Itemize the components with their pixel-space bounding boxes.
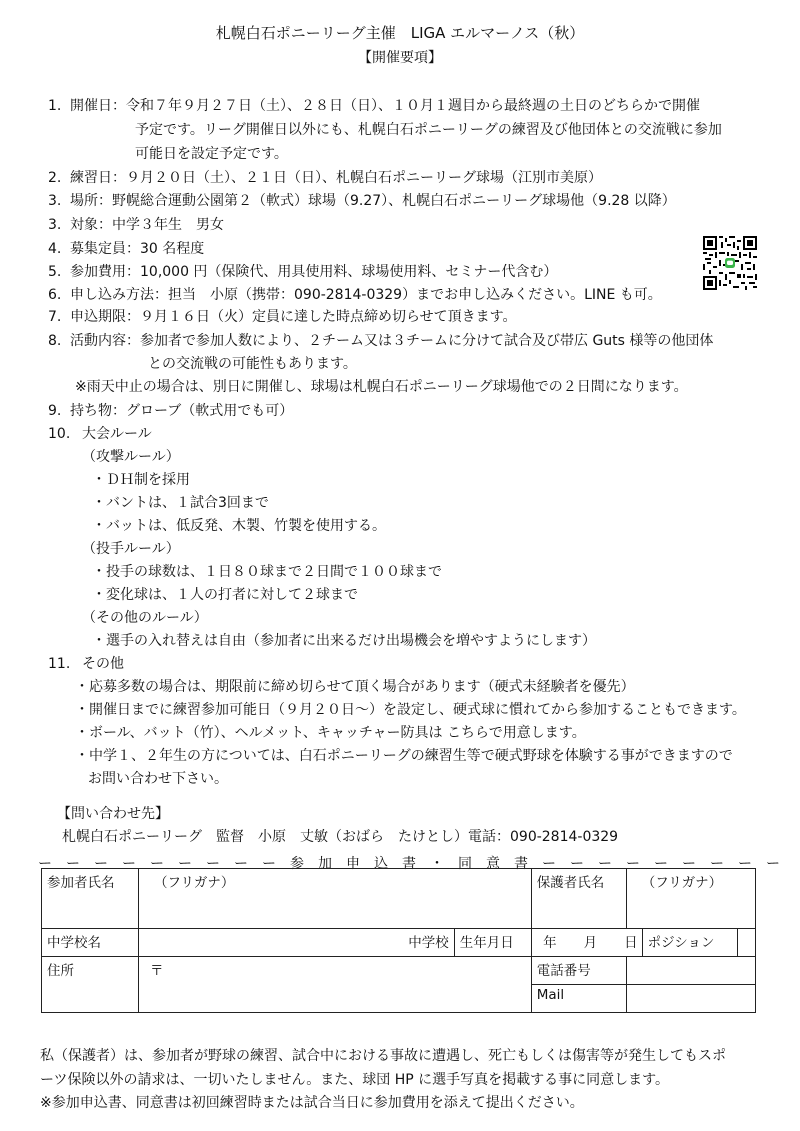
contact-heading: 【問い合わせ先】 <box>57 806 169 822</box>
item-8: 8. 活動内容：参加者で参加人数により、２チーム又は３チームに分けて試合及び帯広 Guts 様等の他団体 <box>48 333 714 349</box>
item-2: 2. 練習日：９月２０日（土）、２１日（日）、札幌白石ポニーリーグ球場（江別市美原） <box>48 170 602 186</box>
guardian-name-label: 保護者氏名 <box>531 869 626 929</box>
qr-code-icon <box>703 236 757 290</box>
item-1-cont: 予定です。リーグ開催日以外にも、札幌白石ポニーリーグの練習及び他団体との交流戦に参加 <box>135 122 722 138</box>
other-item: ・中学１、２年生の方については、白石ポニーリーグの練習生等で硬式野球を体験する事ができますので <box>75 748 733 764</box>
position-label: ポジション <box>642 929 737 957</box>
document-subtitle: 【開催要項】 <box>358 50 442 66</box>
form-divider: ー ー ー ー ー ー ー ー ー 参 加 申 込 書 ・ 同 意 書 ー ー ー ー ー ー ー ー ー <box>38 856 780 872</box>
mail-label: Mail <box>531 985 626 1013</box>
item-8-cont: との交流戦の可能性もあります。 <box>148 356 357 372</box>
rule-item: ・バットは、低反発、木製、竹製を使用する。 <box>92 518 386 534</box>
birthdate-field[interactable] <box>531 929 642 957</box>
participant-name-label: 参加者氏名 <box>42 869 139 929</box>
item-1: 1. 開催日：令和７年９月２７日（土）、２８日（日）、１０月１週目から最終週の土日のどちらかで開催 <box>48 98 700 114</box>
rule-heading-other: （その他のルール） <box>82 610 208 626</box>
school-name-label: 中学校名 <box>42 929 139 957</box>
furigana-label: （フリガナ） <box>154 875 235 891</box>
address-field[interactable] <box>139 957 532 1013</box>
item-11: 11. その他 <box>48 656 124 672</box>
mail-field[interactable] <box>626 985 755 1013</box>
phone-label: 電話番号 <box>531 957 626 985</box>
school-suffix: 中学校 <box>408 935 449 951</box>
item-3-target: 3. 対象：中学３年生 男女 <box>48 217 224 233</box>
phone-field[interactable] <box>626 957 755 985</box>
participant-name-field[interactable] <box>139 869 532 929</box>
item-1-cont: 可能日を設定予定です。 <box>135 146 288 162</box>
date-format: 年 月 日 <box>543 935 638 951</box>
rule-item: ・ＤＨ制を採用 <box>92 472 190 488</box>
item-9: 9. 持ち物：グローブ（軟式用でも可） <box>48 403 294 419</box>
rule-item: ・選手の入れ替えは自由（参加者に出来るだけ出場機会を増やすようにします） <box>92 633 596 649</box>
other-item: ・応募多数の場合は、期限前に締め切らせて頂く場合があります（硬式未経験者を優先） <box>75 679 635 695</box>
rule-item: ・投手の球数は、１日８０球まで２日間で１００球まで <box>92 564 442 580</box>
rule-item: ・変化球は、１人の打者に対して２球まで <box>92 587 358 603</box>
consent-text: ーツ保険以外の請求は、一切いたしません。また、球団 HP に選手写真を掲載する事に同意します。 <box>40 1072 670 1088</box>
consent-text: 私（保護者）は、参加者が野球の練習、試合中における事故に遭遇し、死亡もしくは傷害等が発生してもスポ <box>40 1048 726 1064</box>
application-form <box>41 868 756 1013</box>
other-item: ・ボール、バット（竹）、ヘルメット、キャッチャー防具は こちらで用意します。 <box>75 725 586 741</box>
postal-mark: 〒 <box>150 963 164 979</box>
item-10: 10. 大会ルール <box>48 426 152 442</box>
item-3-place: 3. 場所：野幌総合運動公園第２（軟式）球場（9.27）、札幌白石ポニーリーグ球場他（9.28 以降） <box>48 193 676 209</box>
address-label: 住所 <box>42 957 139 1013</box>
contact-line: 札幌白石ポニーリーグ 監督 小原 丈敏（おばら たけとし）電話：090-2814-0329 <box>62 829 619 845</box>
item-6: 6. 申し込み方法：担当 小原（携帯：090-2814-0329）までお申し込みください。LINE も可。 <box>48 287 662 303</box>
other-item-cont: お問い合わせ下さい。 <box>88 771 228 787</box>
rule-heading-offense: （攻撃ルール） <box>82 449 180 465</box>
rule-item: ・バントは、１試合3回まで <box>92 495 269 511</box>
other-item: ・開催日までに練習参加可能日（９月２０日～）を設定し、硬式球に慣れてから参加することもできます。 <box>75 702 746 718</box>
rain-note: ※雨天中止の場合は、別日に開催し、球場は札幌白石ポニーリーグ球場他での２日間になります。 <box>75 379 688 395</box>
item-4: 4. 募集定員：30 名程度 <box>48 241 205 257</box>
guardian-name-field[interactable] <box>626 869 755 929</box>
position-field[interactable] <box>737 929 755 957</box>
furigana-label: （フリガナ） <box>641 875 723 891</box>
school-name-field[interactable] <box>139 929 455 957</box>
rule-heading-pitcher: （投手ルール） <box>82 541 180 557</box>
item-5: 5. 参加費用：10,000 円（保険代、用具使用料、球場使用料、セミナー代含む） <box>48 264 558 280</box>
item-7: 7. 申込期限：９月１６日（火）定員に達した時点締め切らせて頂きます。 <box>48 309 517 325</box>
document-title: 札幌白石ポニーリーグ主催 LIGA エルマーノス（秋） <box>215 24 585 42</box>
consent-note: ※参加申込書、同意書は初回練習時または試合当日に参加費用を添えて提出ください。 <box>40 1095 584 1111</box>
birthdate-label: 生年月日 <box>454 929 531 957</box>
